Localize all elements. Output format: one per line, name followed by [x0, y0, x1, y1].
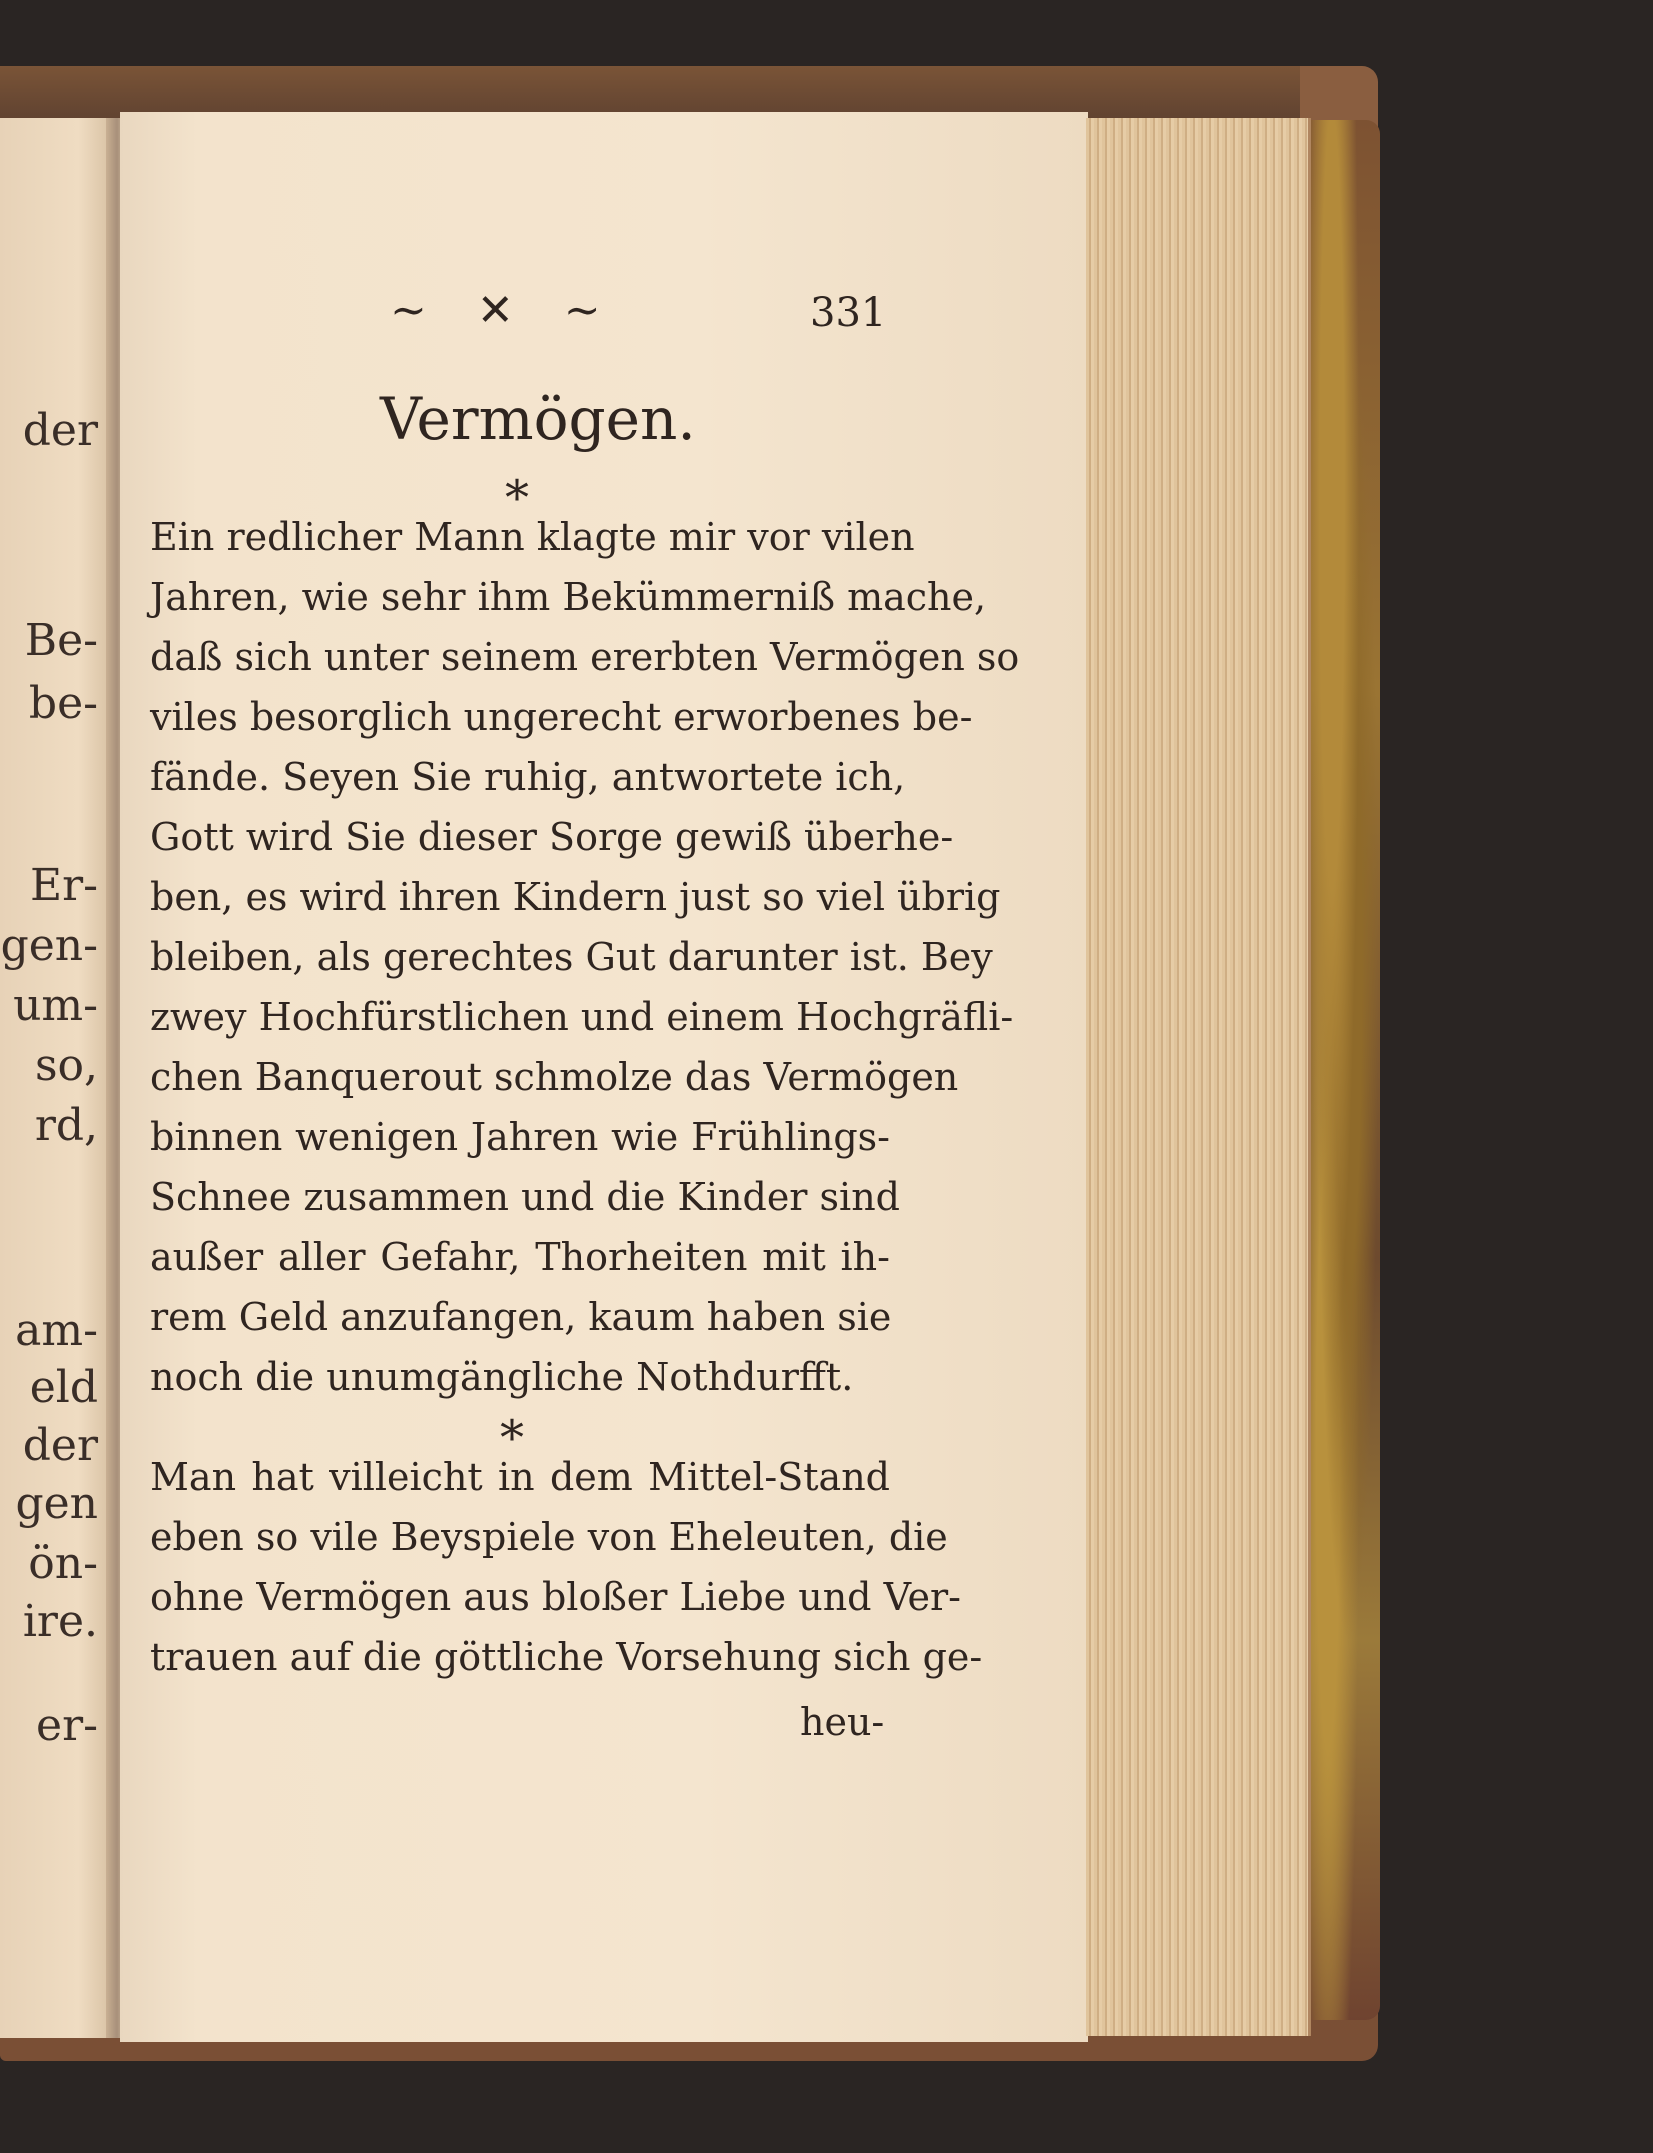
text-line: Schnee zusammen und die Kinder sind — [150, 1175, 900, 1219]
text-line: zwey Hochfürstlichen und einem Hochgräfli- — [150, 995, 1014, 1039]
text-line: Ein redlicher Mann klagte mir vor vilen — [150, 515, 915, 559]
left-page-fragment: rd, — [34, 1100, 98, 1151]
section-asterisk: * — [500, 1410, 524, 1466]
left-page-fragment: eld — [29, 1362, 98, 1413]
page-fore-edge — [1086, 118, 1311, 2036]
text-line: viles besorglich ungerecht erworbenes be- — [150, 695, 973, 739]
text-line: bleiben, als gerechtes Gut darunter ist. Bey — [150, 935, 993, 979]
page-title: Vermögen. — [380, 385, 696, 453]
left-page — [0, 118, 112, 2038]
left-page-fragment: ön- — [28, 1538, 98, 1589]
text-line: rem Geld anzufangen, kaum haben sie — [150, 1295, 892, 1339]
left-page-fragment: Be- — [24, 615, 98, 666]
text-line: chen Banquerout schmolze das Vermögen — [150, 1055, 959, 1099]
left-page-fragment: um- — [13, 980, 98, 1031]
left-page-fragment: der — [22, 405, 98, 456]
left-page-fragment: er- — [36, 1700, 98, 1751]
page-number: 331 — [810, 290, 887, 336]
text-line: Jahren, wie sehr ihm Bekümmerniß mache, — [150, 575, 987, 619]
text-line: Gott wird Sie dieser Sorge gewiß überhe- — [150, 815, 954, 859]
left-page-fragment: gen- — [0, 920, 98, 971]
left-page-fragment: gen — [15, 1478, 98, 1529]
text-line: ben, es wird ihren Kindern just so viel übrig — [150, 875, 1001, 919]
text-line: Man hat villeicht in dem Mittel-Stand — [150, 1455, 890, 1499]
left-page-fragment: der — [22, 1420, 98, 1471]
text-line: binnen wenigen Jahren wie Frühlings- — [150, 1115, 890, 1159]
left-page-fragment: am- — [15, 1305, 98, 1356]
text-line: außer aller Gefahr, Thorheiten mit ih- — [150, 1235, 890, 1279]
text-line: fände. Seyen Sie ruhig, antwortete ich, — [150, 755, 906, 799]
running-head-ornament: ~ ✕ ~ — [390, 285, 619, 336]
left-page-fragment: so, — [34, 1040, 98, 1091]
catchword: heu- — [800, 1700, 885, 1744]
left-page-fragment: Er- — [29, 860, 98, 911]
left-page-fragment: ire. — [22, 1596, 98, 1647]
section-asterisk: * — [505, 470, 529, 526]
text-line: trauen auf die göttliche Vorsehung sich ge- — [150, 1635, 983, 1679]
text-line: daß sich unter seinem ererbten Vermögen so — [150, 635, 1020, 679]
text-line: eben so vile Beyspiele von Eheleuten, die — [150, 1515, 948, 1559]
text-line: noch die unumgängliche Nothdurfft. — [150, 1355, 854, 1399]
left-page-fragment: be- — [28, 678, 98, 729]
marbled-board — [1300, 120, 1380, 2020]
text-line: ohne Vermögen aus bloßer Liebe und Ver- — [150, 1575, 962, 1619]
